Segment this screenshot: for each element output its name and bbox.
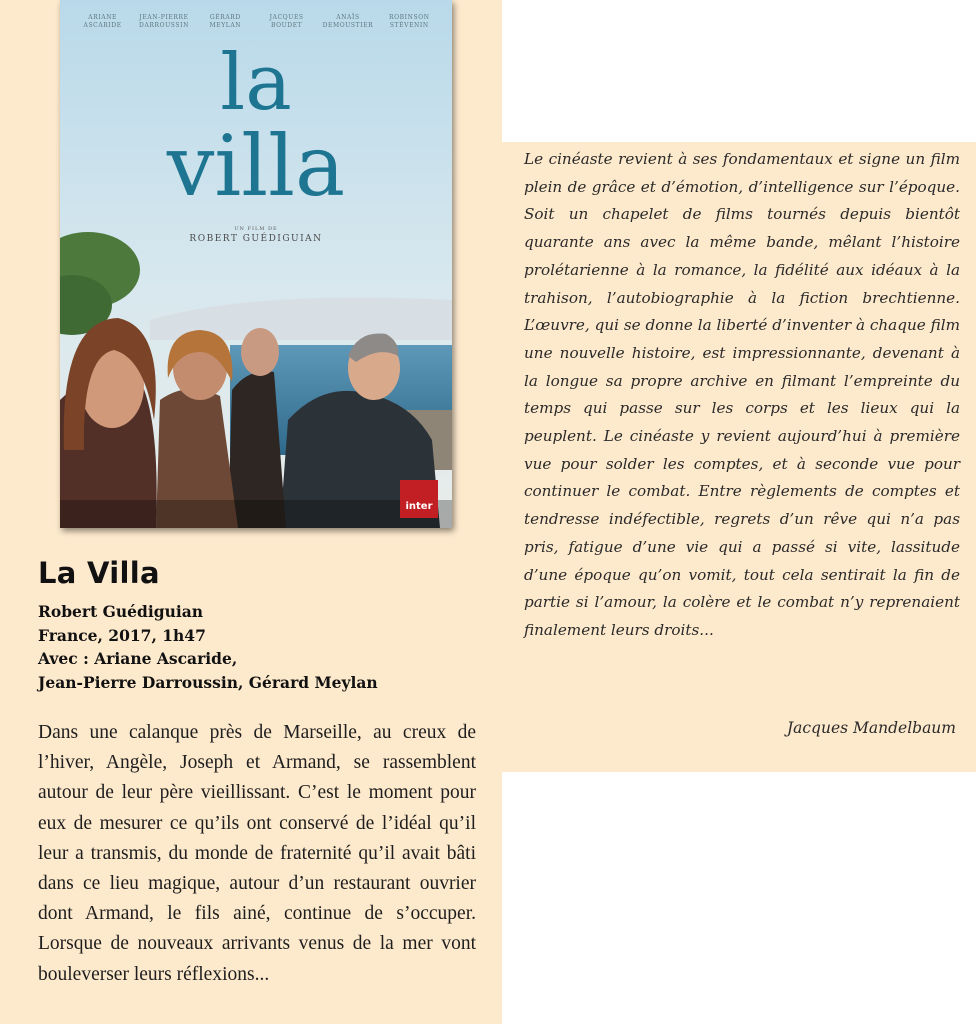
poster-cast-name: ARIANE ASCARIDE [83,14,122,29]
radio-logo: inter [400,480,438,518]
poster-title-line1: la [220,38,292,128]
poster-title-line2: villa [166,117,346,215]
film-cast-line: Avec : Ariane Ascaride, [38,649,238,668]
film-details [38,600,498,694]
film-poster [60,0,452,528]
poster-face [241,328,279,376]
poster-credits-band [60,500,452,528]
poster-cast-name: JACQUES BOUDET [269,14,304,29]
poster-cast-name: JEAN-PIERRE DARROUSSIN [139,14,189,29]
poster-director: ROBERT GUÉDIGUIAN [189,234,323,244]
film-title: La Villa [38,556,160,590]
poster-cast-name: GÉRARD MEYLAN [209,14,242,29]
film-cast-line: Jean-Pierre Darroussin, Gérard Meylan [38,672,378,692]
film-director: Robert Guédiguian [38,602,204,621]
review-author: Jacques Mandelbaum [786,719,956,737]
poster-cast-name: ROBINSON STÉVENIN [389,14,430,29]
poster-cast-name: ANAÏS DEMOUSTIER [322,14,374,29]
poster-director-prefix: UN FILM DE [234,226,278,232]
film-country-year-duration: France, 2017, 1h47 [38,625,206,645]
film-synopsis: Dans une calanque près de Marseille, au creux de l’hiver, Angèle, Joseph et Armand, se rassemblent autour de leur père vieillissant. C’est le moment pour eux de mesurer ce qu’ils ont conservé de l’idéal qu’il leur a transmis, du monde de fraternité qu’il avait bâti dans ce lieu magique, autour d’un restaurant ouvrier dont Armand, le fils ainé, continue de s’occuper. Lorsque de nouveaux arrivants venus de la mer vont bouleverser leurs réflexions... [38,722,476,985]
poster-cast-list [60,14,452,30]
review-text: Le cinéaste revient à ses fondamentaux et signe un film plein de grâce et d’émotion, d’intelligence sur l’époque. Soit un chapelet de films tournés depuis bientôt quarante ans avec la même bande, mêlant l’histoire prolétarienne à la romance, la fidélité aux idéaux à la trahison, l’autobiographie à la fiction brechtienne. L’œuvre, qui se donne la liberté d’inventer à chaque film une nouvelle histoire, est impressionnante, devenant à la longue sa propre archive en filmant l’empreinte du temps qui passe sur les corps et les lieux qui la peuplent. Le cinéaste y revient aujourd’hui à première vue pour solder les comptes, et à seconde vue pour continuer le combat. Entre règlements de comptes et tendresse indéfectible, regrets d’un rêve qui n’a pas pris, fatigue d’une vie qui a passé si vite, lassitude d’une époque qu’on vomit, tout cela sentirait la fin de partie si l’amour, la colère et le combat n’y reprenaient finalement leurs droits... [524,150,960,639]
